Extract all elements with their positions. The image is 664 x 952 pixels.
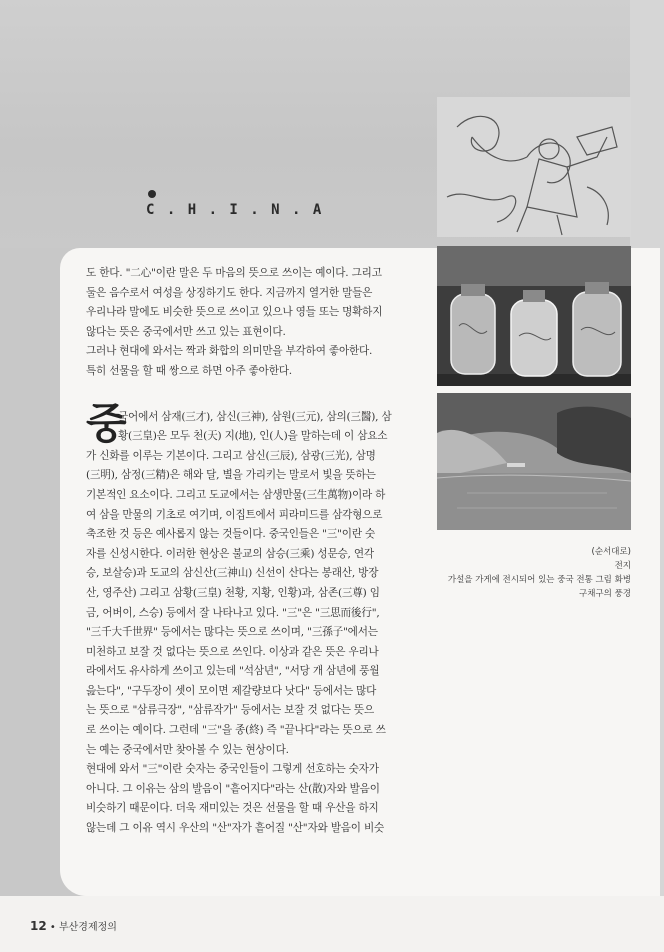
paragraph-intro: [86, 264, 424, 382]
text-line: 않다는 뜻은 중국에서만 쓰고 있는 표현이다.: [86, 325, 286, 338]
photo-caption: [437, 545, 631, 601]
article-body: [86, 264, 424, 839]
text-line: 로 쓰이는 예이다. 그런데 "三"을 종(終) 즉 "끝나다"라는 뜻으로 쓰: [86, 724, 386, 737]
text-line: 자를 신성시한다. 이러한 현상은 불교의 삼승(三乘) 성문승, 연각: [86, 547, 374, 560]
page-number: 12: [30, 919, 47, 933]
photo-drawing: [437, 97, 631, 237]
text-line: 금, 어버이, 스승) 등에서 잘 나타나고 있다. "三"은 "三思而後行",: [86, 606, 380, 619]
text-line: 도 한다. "二心"이란 말은 두 마음의 뜻으로 쓰이는 예이다. 그리고: [86, 267, 382, 279]
text-line: 아니다. 그 이유는 삼의 발음이 "흩어지다"라는 산(散)자와 발음이: [86, 782, 380, 795]
text-line: 승, 보살승)과 도교의 삼신산(三神山) 신선이 산다는 봉래산, 방장: [86, 567, 379, 580]
text-line: "三千大千世界" 등에서는 많다는 뜻으로 쓰이며, "三孫子"에서는: [86, 626, 378, 639]
text-line: 우리나라 말에도 비슷한 뜻으로 쓰이고 있으나 영들 또는 명확하지: [86, 306, 383, 319]
text-line: 황(三皇)은 모두 천(天) 지(地), 인(人)을 말하는데 이 삼요소: [118, 430, 388, 443]
text-line: 산, 영주산) 그리고 삼황(三皇) 천황, 지황, 인황)과, 삼존(三尊) 임: [86, 586, 380, 599]
photo-landscape: [437, 393, 631, 530]
text-line: 축조한 것 등은 예사롭지 않는 것들이다. 중국인들은 "三"이란 숫: [86, 528, 376, 541]
caption-line: 구채구의 풍경: [579, 589, 631, 599]
text-line: 읊는다", "구두장이 셋이 모이면 제갈량보다 낫다" 등에서는 많다: [86, 684, 377, 697]
page-footer: [30, 918, 117, 933]
text-line: 기본적인 요소이다. 그리고 도교에서는 삼생만물(三生萬物)이라 하: [86, 488, 386, 501]
photo-snuff-bottles: [437, 246, 631, 386]
section-label: C . H . I . N . A: [146, 202, 324, 218]
drop-cap: 중: [86, 398, 127, 448]
text-line: 비슷하기 때문이다. 더욱 재미있는 것은 선물을 할 때 우산을 하지: [86, 802, 379, 815]
caption-line: 가설을 가게에 전시되어 있는 중국 전통 그림 화병: [447, 575, 631, 585]
text-line: 는 뜻으로 "삼류극장", "삼류작가" 등에서는 보잘 것 없다는 뜻으: [86, 704, 375, 717]
paragraph-main: [86, 398, 424, 839]
text-line: 둘은 음수로서 여성을 상징하기도 한다. 지금까지 열거한 말들은: [86, 286, 373, 299]
text-line: 국어에서 삼재(三才), 삼신(三神), 삼원(三元), 삼의(三醫), 삼: [118, 410, 392, 423]
text-line: 그러나 현대에 와서는 짝과 화합의 의미만을 부각하여 좋아한다.: [86, 345, 373, 358]
text-line: 특히 선물을 할 때 쌍으로 하면 아주 좋아한다.: [86, 364, 292, 377]
text-line: 는 예는 중국에서만 찾아볼 수 있는 현상이다.: [86, 743, 289, 756]
text-line: (三明), 삼정(三精)은 해와 달, 별을 가리키는 말로서 빛을 뜻하는: [86, 469, 376, 482]
caption-line: (순서대로): [591, 547, 631, 557]
text-line: 여 삼을 만물의 기초로 여기며, 이집트에서 피라미드를 삼각형으로: [86, 508, 383, 521]
text-line: 현대에 와서 "三"이란 숫자는 중국인들이 그렇게 선호하는 숫자가: [86, 763, 379, 776]
section-dot-icon: [148, 190, 156, 198]
publication-name: • 부산경제정의: [49, 922, 117, 933]
text-line: 라에서도 유사하게 쓰이고 있는데 "석삼년", "서당 개 삼년에 풍월: [86, 665, 380, 678]
text-line: 가 신화를 이루는 기본이다. 그리고 삼신(三辰), 삼광(三光), 삼명: [86, 449, 376, 462]
text-line: 미천하고 보잘 것 없다는 뜻으로 쓰인다. 이상과 같은 뜻은 우리나: [86, 645, 379, 658]
caption-line: 전지: [614, 561, 631, 571]
text-line: 않는데 그 이유 역시 우산의 "산"자가 흩어질 "산"자와 발음이 비슷: [86, 822, 385, 835]
